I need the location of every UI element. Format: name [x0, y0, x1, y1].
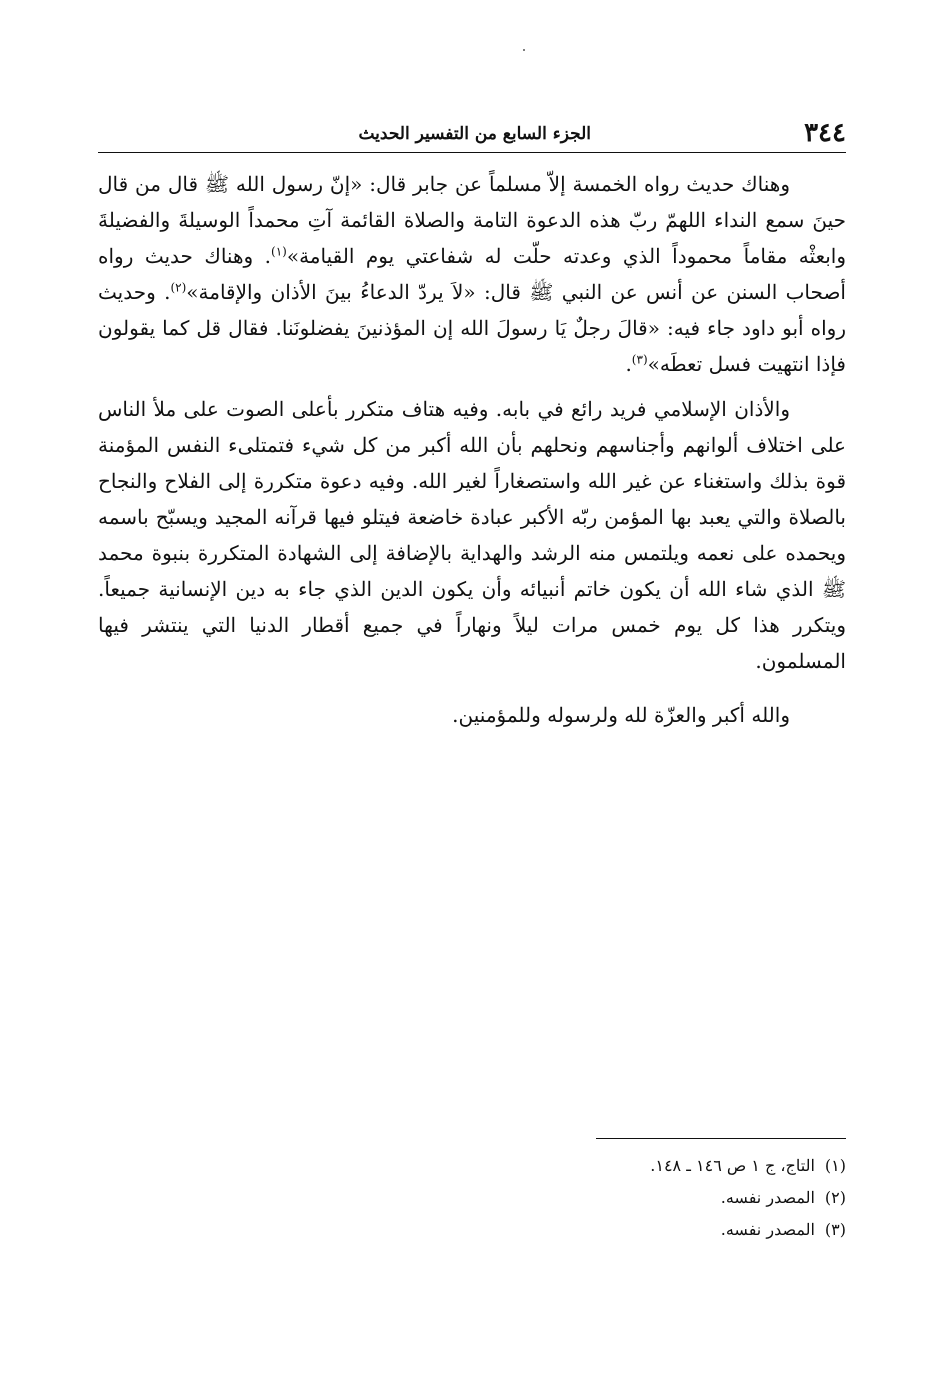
paragraph-hadiths-part-3: . وحديث رواه أبو داود جاء فيه: «قالَ رجلٌ يَا رسولَ الله إن المؤذنينَ يفضلونَنا. فقال قل كما يقولون فإذا انتهيت فسل تعطَه»	[98, 280, 846, 376]
paragraph-hadiths	[98, 166, 846, 382]
running-title: الجزء السابع من التفسير الحديث	[358, 124, 591, 144]
footnote-text: المصدر نفسه.	[720, 1220, 815, 1239]
footnote-ref-2: (٢)	[170, 280, 187, 295]
page-number: ٣٤٤	[804, 118, 846, 148]
footnote-ref-1: (١)	[271, 244, 287, 259]
header-rule	[98, 152, 846, 153]
page-header	[98, 118, 846, 152]
paragraph-hadiths-part-1: وهناك حديث رواه الخمسة إلاّ مسلماً عن جابر قال: «إنّ رسول الله ﷺ قال من قال حينَ سمع النداء اللهمّ ربّ هذه الدعوة التامة والصلاة القائمة آتِ محمداً الوسيلةَ والفضيلةَ وابعثْه مقاماً محموداً الذي وعدته حلّت له شفاعتي يوم القيامة»	[98, 172, 846, 268]
body-text	[98, 166, 846, 733]
footnote-text: المصدر نفسه.	[720, 1188, 815, 1207]
footnote-rule	[596, 1138, 846, 1139]
footnote-text: التاج، ج ١ ص ١٤٦ ـ ١٤٨.	[650, 1156, 815, 1175]
footnote-marker: (١)	[824, 1156, 846, 1175]
footnote-marker: (٢)	[824, 1188, 846, 1207]
scan-speck	[523, 49, 525, 51]
paragraph-hadiths-part-2: . وهناك حديث رواه أصحاب السنن عن أنس عن النبي ﷺ قال: «لاَ يردّ الدعاءُ بينَ الأذان والإقامة»	[98, 244, 846, 304]
footnote-1	[98, 1150, 846, 1182]
footnote-2	[98, 1182, 846, 1214]
paragraph-hadiths-part-4: .	[625, 352, 632, 376]
footnote-3	[98, 1214, 846, 1246]
footnote-ref-3: (٣)	[631, 352, 648, 367]
paragraph-closing: والله أكبر والعزّة لله ولرسوله وللمؤمنين.	[452, 703, 790, 727]
paragraph-adhan: والأذان الإسلامي فريد رائع في بابه. وفيه هتاف متكرر بأعلى الصوت على ملأ الناس على اختلاف ألوانهم وأجناسهم ونحلهم بأن الله أكبر من كل شيء فتمتلىء النفس المؤمنة قوة بذلك واستغناء عن غير الله واستصغاراً لغير الله. وفيه دعوة متكررة إلى الفلاح والنجاح بالصلاة والتي يعبد بها المؤمن ربّه الأكبر عبادة خاضعة فيتلو فيها قرآنه المجيد ويسبّح باسمه ويحمده على نعمه ويلتمس منه الرشد والهداية بالإضافة إلى الشهادة المتكررة بنبوة محمد ﷺ الذي شاء الله أن يكون خاتم أنبيائه وأن يكون الدين الذي جاء به دين الإنسانية جميعاً. ويتكرر هذا كل يوم خمس مرات ليلاً ونهاراً في جميع أقطار الدنيا التي ينتشر فيها المسلمون.	[98, 397, 846, 673]
footnotes	[98, 1150, 846, 1246]
footnote-marker: (٣)	[824, 1220, 846, 1239]
